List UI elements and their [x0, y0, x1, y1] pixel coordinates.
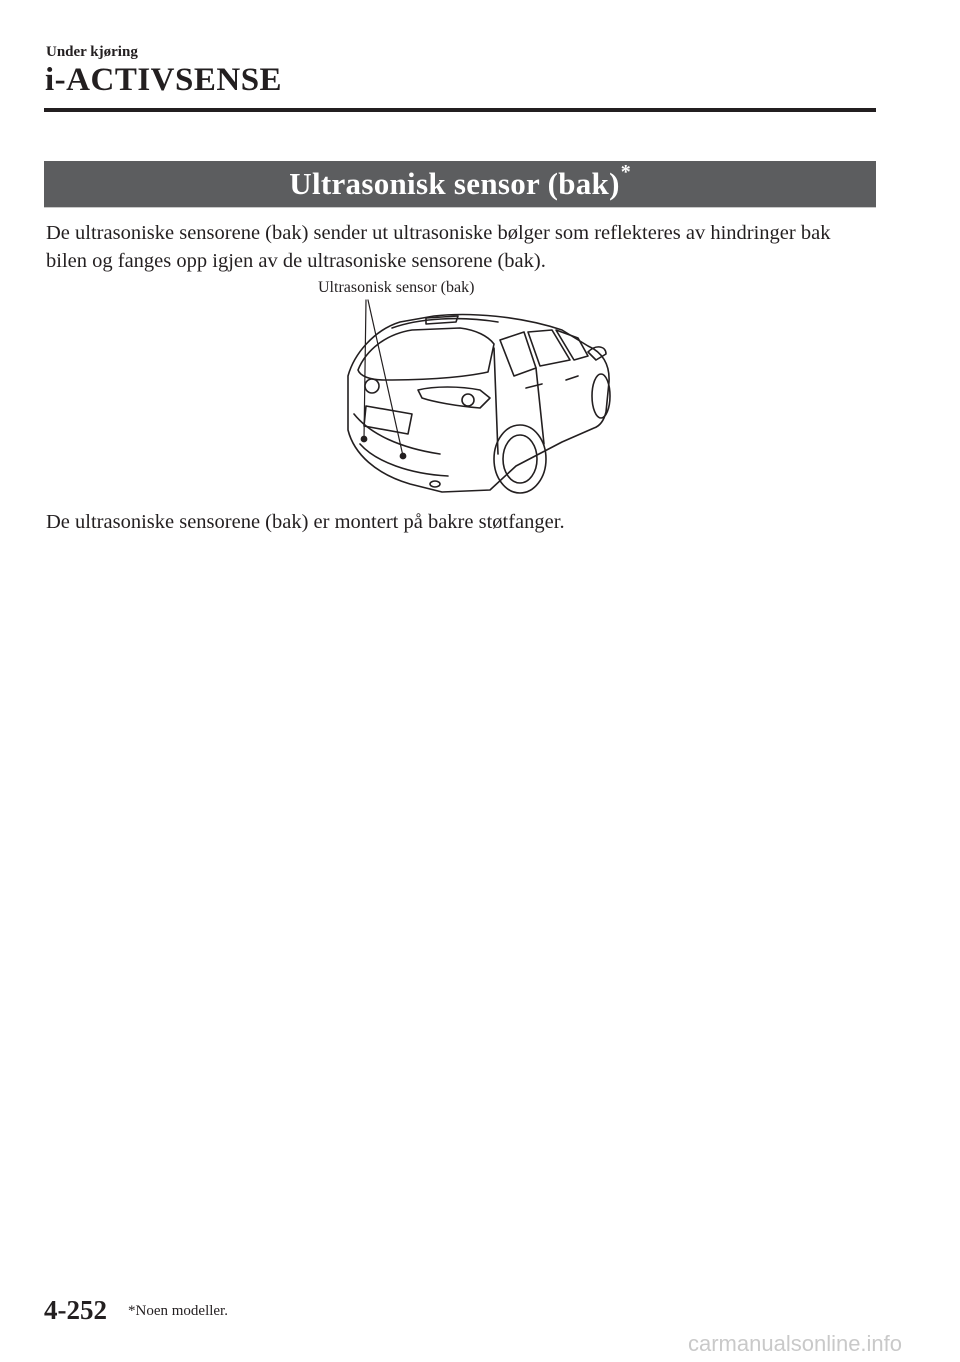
watermark: carmanualsonline.info: [688, 1331, 903, 1356]
figure-callout-label: Ultrasonisk sensor (bak): [318, 279, 475, 296]
section-heading-text: Ultrasonisk sensor (bak): [289, 166, 620, 201]
intro-paragraph: De ultrasoniske sensorene (bak) sender ut ultrasoniske bølger som reflekteres av hindringer bak bilen og fanges opp igjen av de ultrasoniske sensorene (bak).: [46, 222, 831, 272]
section-label: Under kjøring: [46, 44, 138, 60]
footnote-marker: *: [620, 160, 631, 183]
page-number: 4-252: [44, 1295, 107, 1325]
section-heading-bar: [44, 161, 876, 208]
footnote: *Noen modeller.: [128, 1303, 228, 1319]
chapter-title: i-ACTIVSENSE: [45, 62, 283, 98]
chapter-rule: [44, 108, 876, 112]
mounting-paragraph: De ultrasoniske sensorene (bak) er montert på bakre støtfanger.: [46, 511, 565, 533]
rear-car-illustration-icon: [330, 294, 620, 500]
